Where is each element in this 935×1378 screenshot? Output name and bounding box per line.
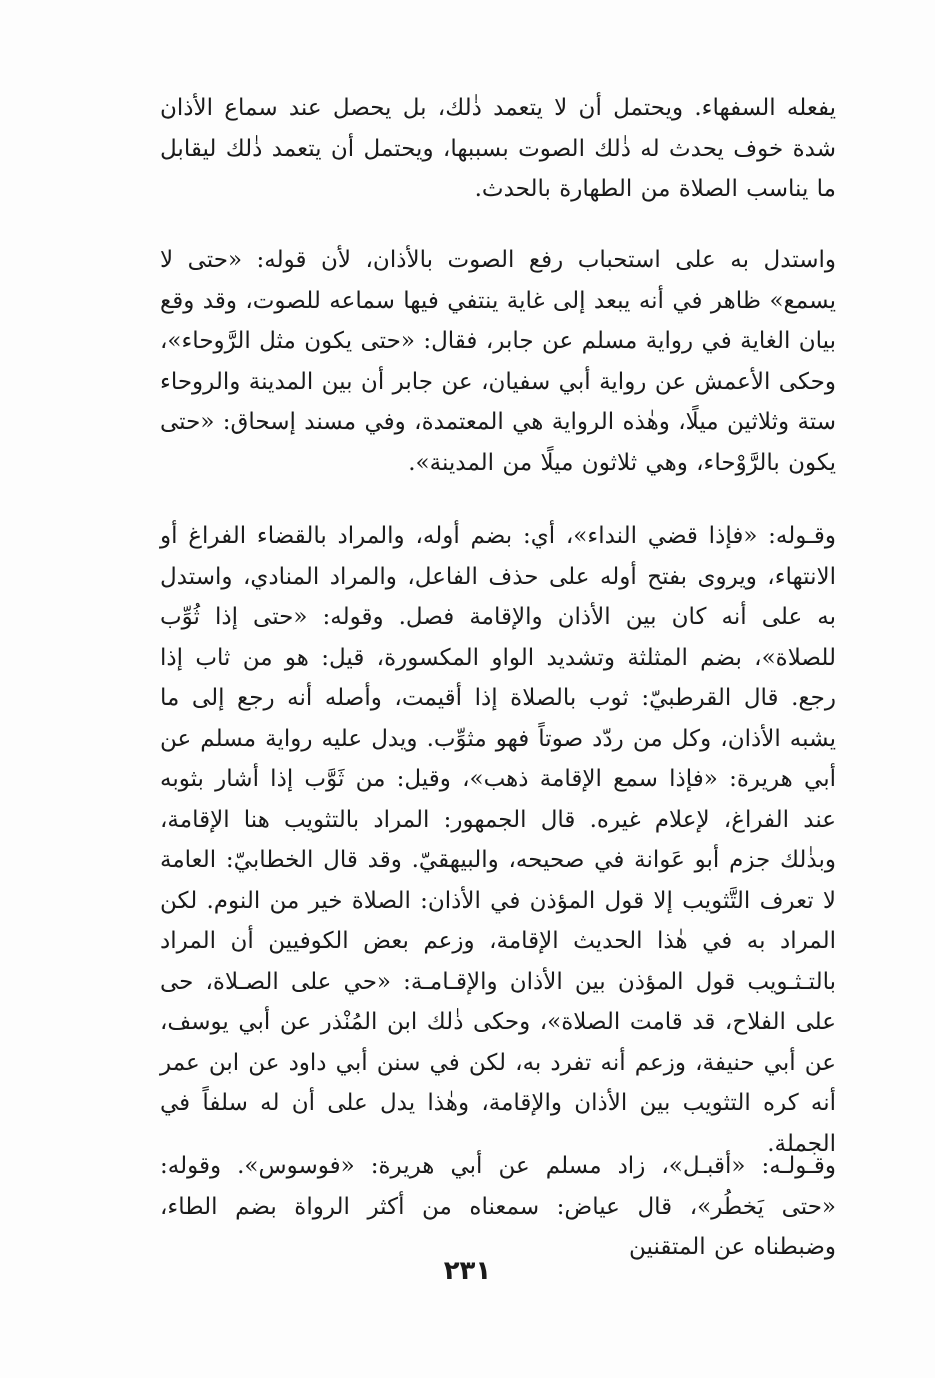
paragraph-3: وقـوله: «فإذا قضي النداء»، أي: بضم أوله، والمراد بالقضاء الفراغ أو الانتهاء، ويروى بفتح أوله على حذف الفاعل، والمراد المنادي، واستدل به على أنه كان بين الأذان والإقامة فصل. وقوله: «حتى إذا ثُوِّب للصلاة»، بضم المثلثة وتشديد الواو المكسورة، قيل: هو من ثاب إذا رجع. قال القرطبيّ: ثوب بالصلاة إذا أقيمت، وأصله أنه رجع إلى ما يشبه الأذان، وكل من ردّد صوتاً فهو مثوِّب. ويدل عليه رواية مسلم عن أبي هريرة: «فإذا سمع الإقامة ذهب»، وقيل: من ثَوَّب إذا أشار بثوبه عند الفراغ، لإعلام غيره. قال الجمهور: المراد بالتثويب هنا الإقامة، وبذٰلك جزم أبو عَوانة في صحيحه، والبيهقيّ. وقد قال الخطابيّ: العامة لا تعرف التَّثويب إلا قول المؤذن في الأذان: الصلاة خير من النوم. لكن المراد به في هٰذا الحديث الإقامة، وزعم بعض الكوفيين أن المراد بالتـثـويب قول المؤذن بين الأذان والإقـامـة: «حي على الصـلاة، حى على الفلاح، قد قامت الصلاة»، وحكى ذٰلك ابن المُنْذر عن أبي يوسف، عن أبي حنيفة، وزعم أنه تفرد به، لكن في سنن أبي داود عن ابن عمر أنه كره التثويب بين الأذان والإقامة، وهٰذا يدل على أن له سلفاً في الجملة. [160,523,836,1157]
paragraph-4: وقـولـه: «أقبـل»، زاد مسلم عن أبي هريرة: «فوسوس». وقوله: «حتى يَخطُر»، قال عياض: سمعناه من أكثر الرواة بضم الطاء، وضبطناه عن المتقنين [160,1153,836,1260]
page-number: ٢٣١ [443,1256,492,1286]
paragraph-2: واستدل به على استحباب رفع الصوت بالأذان، لأن قوله: «حتى لا يسمع» ظاهر في أنه يبعد إلى غاية ينتفي فيها سماعه للصوت، وقد وقع بيان الغاية في رواية مسلم عن جابر، فقال: «حتى يكون مثل الرَّوحاء»، وحكى الأعمش عن رواية أبي سفيان، عن جابر أن بين المدينة والروحاء ستة وثلاثين ميلًا، وهٰذه الرواية هي المعتمدة، وفي مسند إسحاق: «حتى يكون بالرَّوْحاء، وهي ثلاثون ميلًا من المدينة». [160,247,836,476]
paragraph-1: يفعله السفهاء. ويحتمل أن لا يتعمد ذٰلك، بل يحصل عند سماع الأذان شدة خوف يحدث له ذٰلك الصوت بسببها، ويحتمل أن يتعمد ذٰلك ليقابل ما يناسب الصلاة من الطهارة بالحدث. [160,95,836,202]
